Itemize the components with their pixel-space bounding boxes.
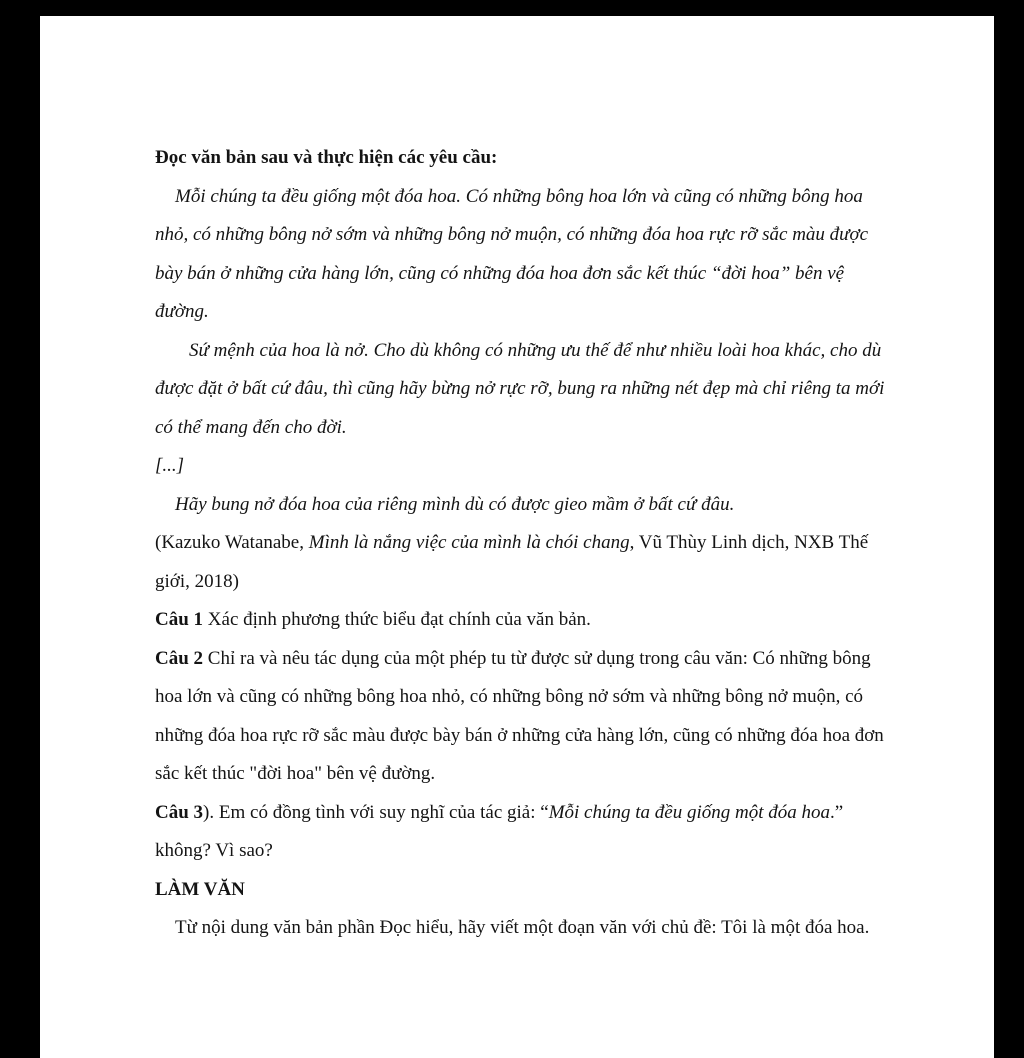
passage-ellipsis: [...] — [155, 455, 185, 476]
passage-paragraph-2: Sứ mệnh của hoa là nở. Cho dù không có những ưu thế để như nhiều loài hoa khác, cho dù được đặt ở bất cứ đâu, thì cũng hãy bừng nở rực rỡ, bung ra những nét đẹp mà chỉ riêng ta mới có thể mang đến cho đời. — [155, 339, 885, 438]
question-3-text-after: .” không? Vì sao? — [155, 801, 844, 861]
question-1-text: Xác định phương thức biểu đạt chính của văn bản. — [203, 609, 591, 630]
question-1-label: Câu 1 — [155, 609, 204, 630]
writing-prompt: Từ nội dung văn bản phần Đọc hiểu, hãy viết một đoạn văn với chủ đề: Tôi là một đóa hoa. — [175, 917, 870, 938]
citation-author: (Kazuko Watanabe, — [155, 532, 309, 553]
question-2 — [155, 640, 890, 794]
instruction-heading: Đọc văn bản sau và thực hiện các yêu cầu: — [155, 147, 498, 168]
question-1 — [155, 601, 890, 640]
passage-paragraph-3: Hãy bung nở đóa hoa của riêng mình dù có được gieo mầm ở bất cứ đâu. — [175, 493, 735, 515]
question-2-label: Câu 2 — [155, 647, 204, 669]
question-3-label: Câu 3 — [155, 801, 204, 823]
question-3-quote: Mỗi chúng ta đều giống một đóa hoa — [548, 801, 830, 823]
citation — [155, 524, 890, 601]
question-3 — [155, 794, 890, 871]
document-content — [155, 139, 890, 948]
writing-heading: LÀM VĂN — [155, 878, 245, 900]
citation-book-title: Mình là nắng việc của mình là chói chang — [308, 532, 630, 553]
document-page — [40, 16, 994, 1058]
passage-paragraph-1: Mỗi chúng ta đều giống một đóa hoa. Có những bông hoa lớn và cũng có những bông hoa nhỏ, có những bông nở sớm và những bông nở muộn, có những đóa hoa rực rỡ sắc màu được bày bán ở những cửa hàng lớn, cũng có những đóa hoa đơn sắc kết thúc “đời hoa” bên vệ đường. — [155, 185, 869, 322]
question-3-text-before: ). Em có đồng tình với suy nghĩ của tác giả: “ — [203, 801, 549, 823]
question-2-text: Chỉ ra và nêu tác dụng của một phép tu từ được sử dụng trong câu văn: Có những bông hoa lớn và cũng có những bông hoa nhỏ, có những bông nở sớm và những bông nở muộn, có những đóa hoa rực rỡ sắc màu được bày bán ở những cửa hàng lớn, cũng có những đóa hoa đơn sắc kết thúc "đời hoa" bên vệ đường. — [155, 647, 884, 784]
citation-publisher: , Vũ Thùy Linh dịch, NXB Thế giới, 2018) — [155, 532, 869, 592]
